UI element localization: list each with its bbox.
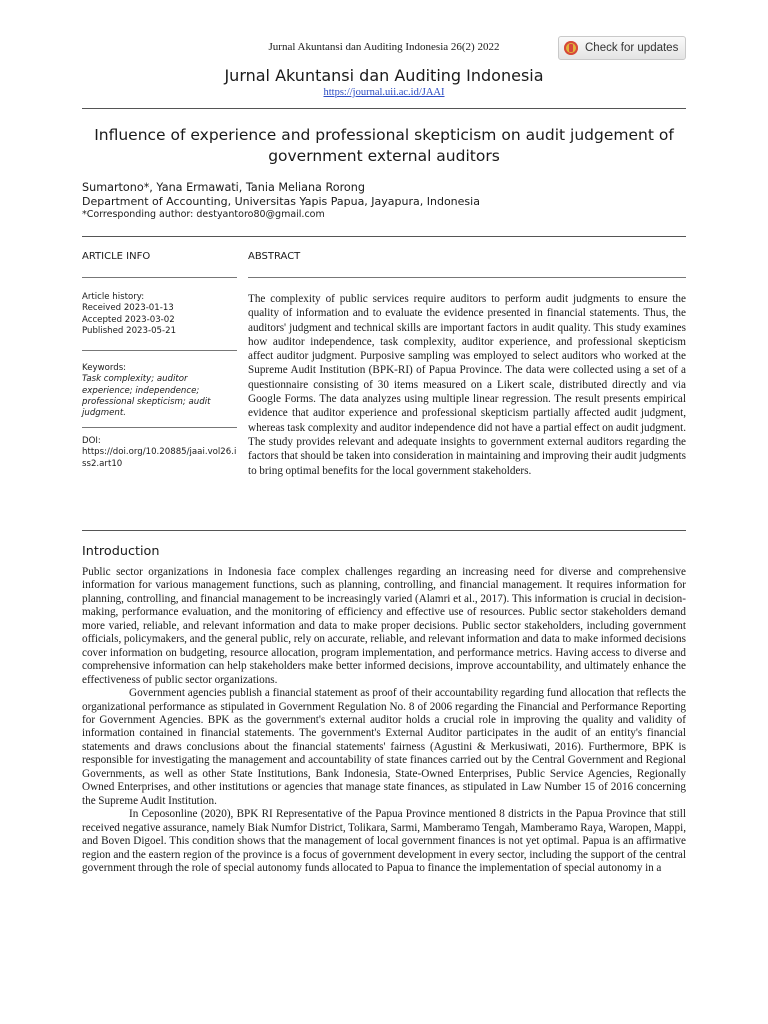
article-info-divider xyxy=(82,277,237,278)
doi-link[interactable]: https://doi.org/10.20885/jaai.vol26.iss2.art10 xyxy=(82,447,237,469)
keywords-divider xyxy=(82,427,237,428)
published-date: Published 2023-05-21 xyxy=(82,325,177,336)
history-divider xyxy=(82,350,237,351)
accepted-date: Accepted 2023-03-02 xyxy=(82,314,175,325)
article-history xyxy=(82,292,238,337)
article-title: Influence of experience and professional skepticism on audit judgement of government external auditors xyxy=(94,126,674,165)
introduction-heading: Introduction xyxy=(82,544,160,559)
corresponding-author: *Corresponding author: destyantoro80@gmail.com xyxy=(82,209,325,220)
abstract-bottom-divider xyxy=(82,530,686,531)
history-label: Article history: xyxy=(82,292,145,302)
doi-label: DOI: xyxy=(82,436,101,446)
abstract-text: The complexity of public services require auditors to perform audit judgments to ensure the quality of information and to evaluate the evidence presented in financial statements. Thus, the auditors' judgment and technical skills are important factors in audit quality. This study examines how auditor independence, task complexity, auditor experience, and professional skepticism affect auditor judgment. Purposive sampling was employed to select auditors who worked at the Supreme Audit Institution (BPK-RI) of Papua Province. The data were collected using a set of a questionnaire consisting of 30 items measured on a Likert scale, distributed directly and via Google Forms. The data analyzes using multiple linear regression. The result presents empirical evidence that auditor experience and professional skepticism partially affected audit judgment, whereas task complexity and auditor independence did not have a partial effect on audit judgment. The study provides relevant and adequate insights to government external auditors regarding the factors that should be taken into consideration in maintaining and improving their audit judgments to bring optimal benefits for the local government stakeholders. xyxy=(248,293,686,477)
intro-paragraph-1: Public sector organizations in Indonesia face complex challenges regarding an increasing need for diverse and comprehensive information for various management functions, such as planning, controlling, and financial management. It requires information for planning, controlling, and financial management to be increasingly varied (Alamri et al., 2017). This information is crucial in decision-making, performance evaluation, and the monitoring of efficiency and effective use of resources. Public sector stakeholders demand more varied, reliable, and relevant information and data to make proper decisions. Public sector stakeholders, including government officials, policymakers, and the general public, rely on accurate, reliable, and relevant information and data to make informed decisions cover information on budgeting, resource allocation, program implementation, and performance metrics. Having access to diverse and comprehensive information can help stakeholders make better informed decisions, improve accountability, and ultimately enhance the effectiveness of public sector organizations. xyxy=(82,566,686,686)
article-info-heading: ARTICLE INFO xyxy=(82,251,151,262)
introduction-body xyxy=(82,566,686,875)
journal-url-link[interactable]: https://journal.uii.ac.id/JAAI xyxy=(323,87,445,98)
author-list: Sumartono*, Yana Ermawati, Tania Meliana Rorong xyxy=(82,181,365,194)
running-head: Jurnal Akuntansi dan Auditing Indonesia 26(2) 2022 xyxy=(268,41,500,53)
intro-paragraph-3: In Ceposonline (2020), BPK RI Representative of the Papua Province mentioned 8 districts in the Papua Province that still received negative assurance, namely Biak Numfor District, Tolikara, Sarmi, Mamberamo Tengah, Mamberamo Raya, Waropen, Mappi, and Boven Digoel. This condition shows that the management of local government finances is not yet optimal. Papua is an affirmative region and the eastern region of the province is a focus of government development in every sector, including the support of the central government through the role of special autonomy funds allocated to Papua to finance the implementation of special autonomy in a xyxy=(82,808,686,874)
abstract-divider xyxy=(248,277,686,278)
doi-block xyxy=(82,436,238,470)
keywords: Task complexity; auditor experience; independence; professional skepticism; audit judgment. xyxy=(82,374,211,419)
journal-title: Jurnal Akuntansi dan Auditing Indonesia xyxy=(224,66,544,85)
check-for-updates-button[interactable] xyxy=(558,36,686,60)
crossmark-icon xyxy=(564,41,578,55)
check-for-updates-label: Check for updates xyxy=(585,42,679,54)
info-top-divider xyxy=(82,236,686,237)
affiliation: Department of Accounting, Universitas Yapis Papua, Jayapura, Indonesia xyxy=(82,195,480,208)
keywords-label: Keywords: xyxy=(82,363,127,373)
received-date: Received 2023-01-13 xyxy=(82,303,174,314)
header-divider xyxy=(82,108,686,109)
keywords-block xyxy=(82,363,238,419)
intro-paragraph-2: Government agencies publish a financial statement as proof of their accountability regarding fund allocation that reflects the organizational performance as stipulated in Government Regulation No. 8 of 2006 regarding the Financial and Performance Reporting for Government Agencies. BPK as the government's external auditor holds a crucial role in improving the quality and validity of information contained in financial statements. The government's External Auditor participates in the audit of an entity's financial statements and draws conclusions about the financial statements' fairness (Agustini & Merkusiwati, 2016). Furthermore, BPK is responsible for investigating the management and accountability of state finances carried out by the Central Government and Regional Governments, as well as other State Institutions, Bank Indonesia, State-Owned Enterprises, Public Service Agencies, Regionally Owned Enterprises, and other institutions or agencies that manage state finances, as stipulated in Law Number 15 of 2016 concerning the Supreme Audit Institution. xyxy=(82,687,686,807)
abstract-heading: ABSTRACT xyxy=(248,251,301,262)
